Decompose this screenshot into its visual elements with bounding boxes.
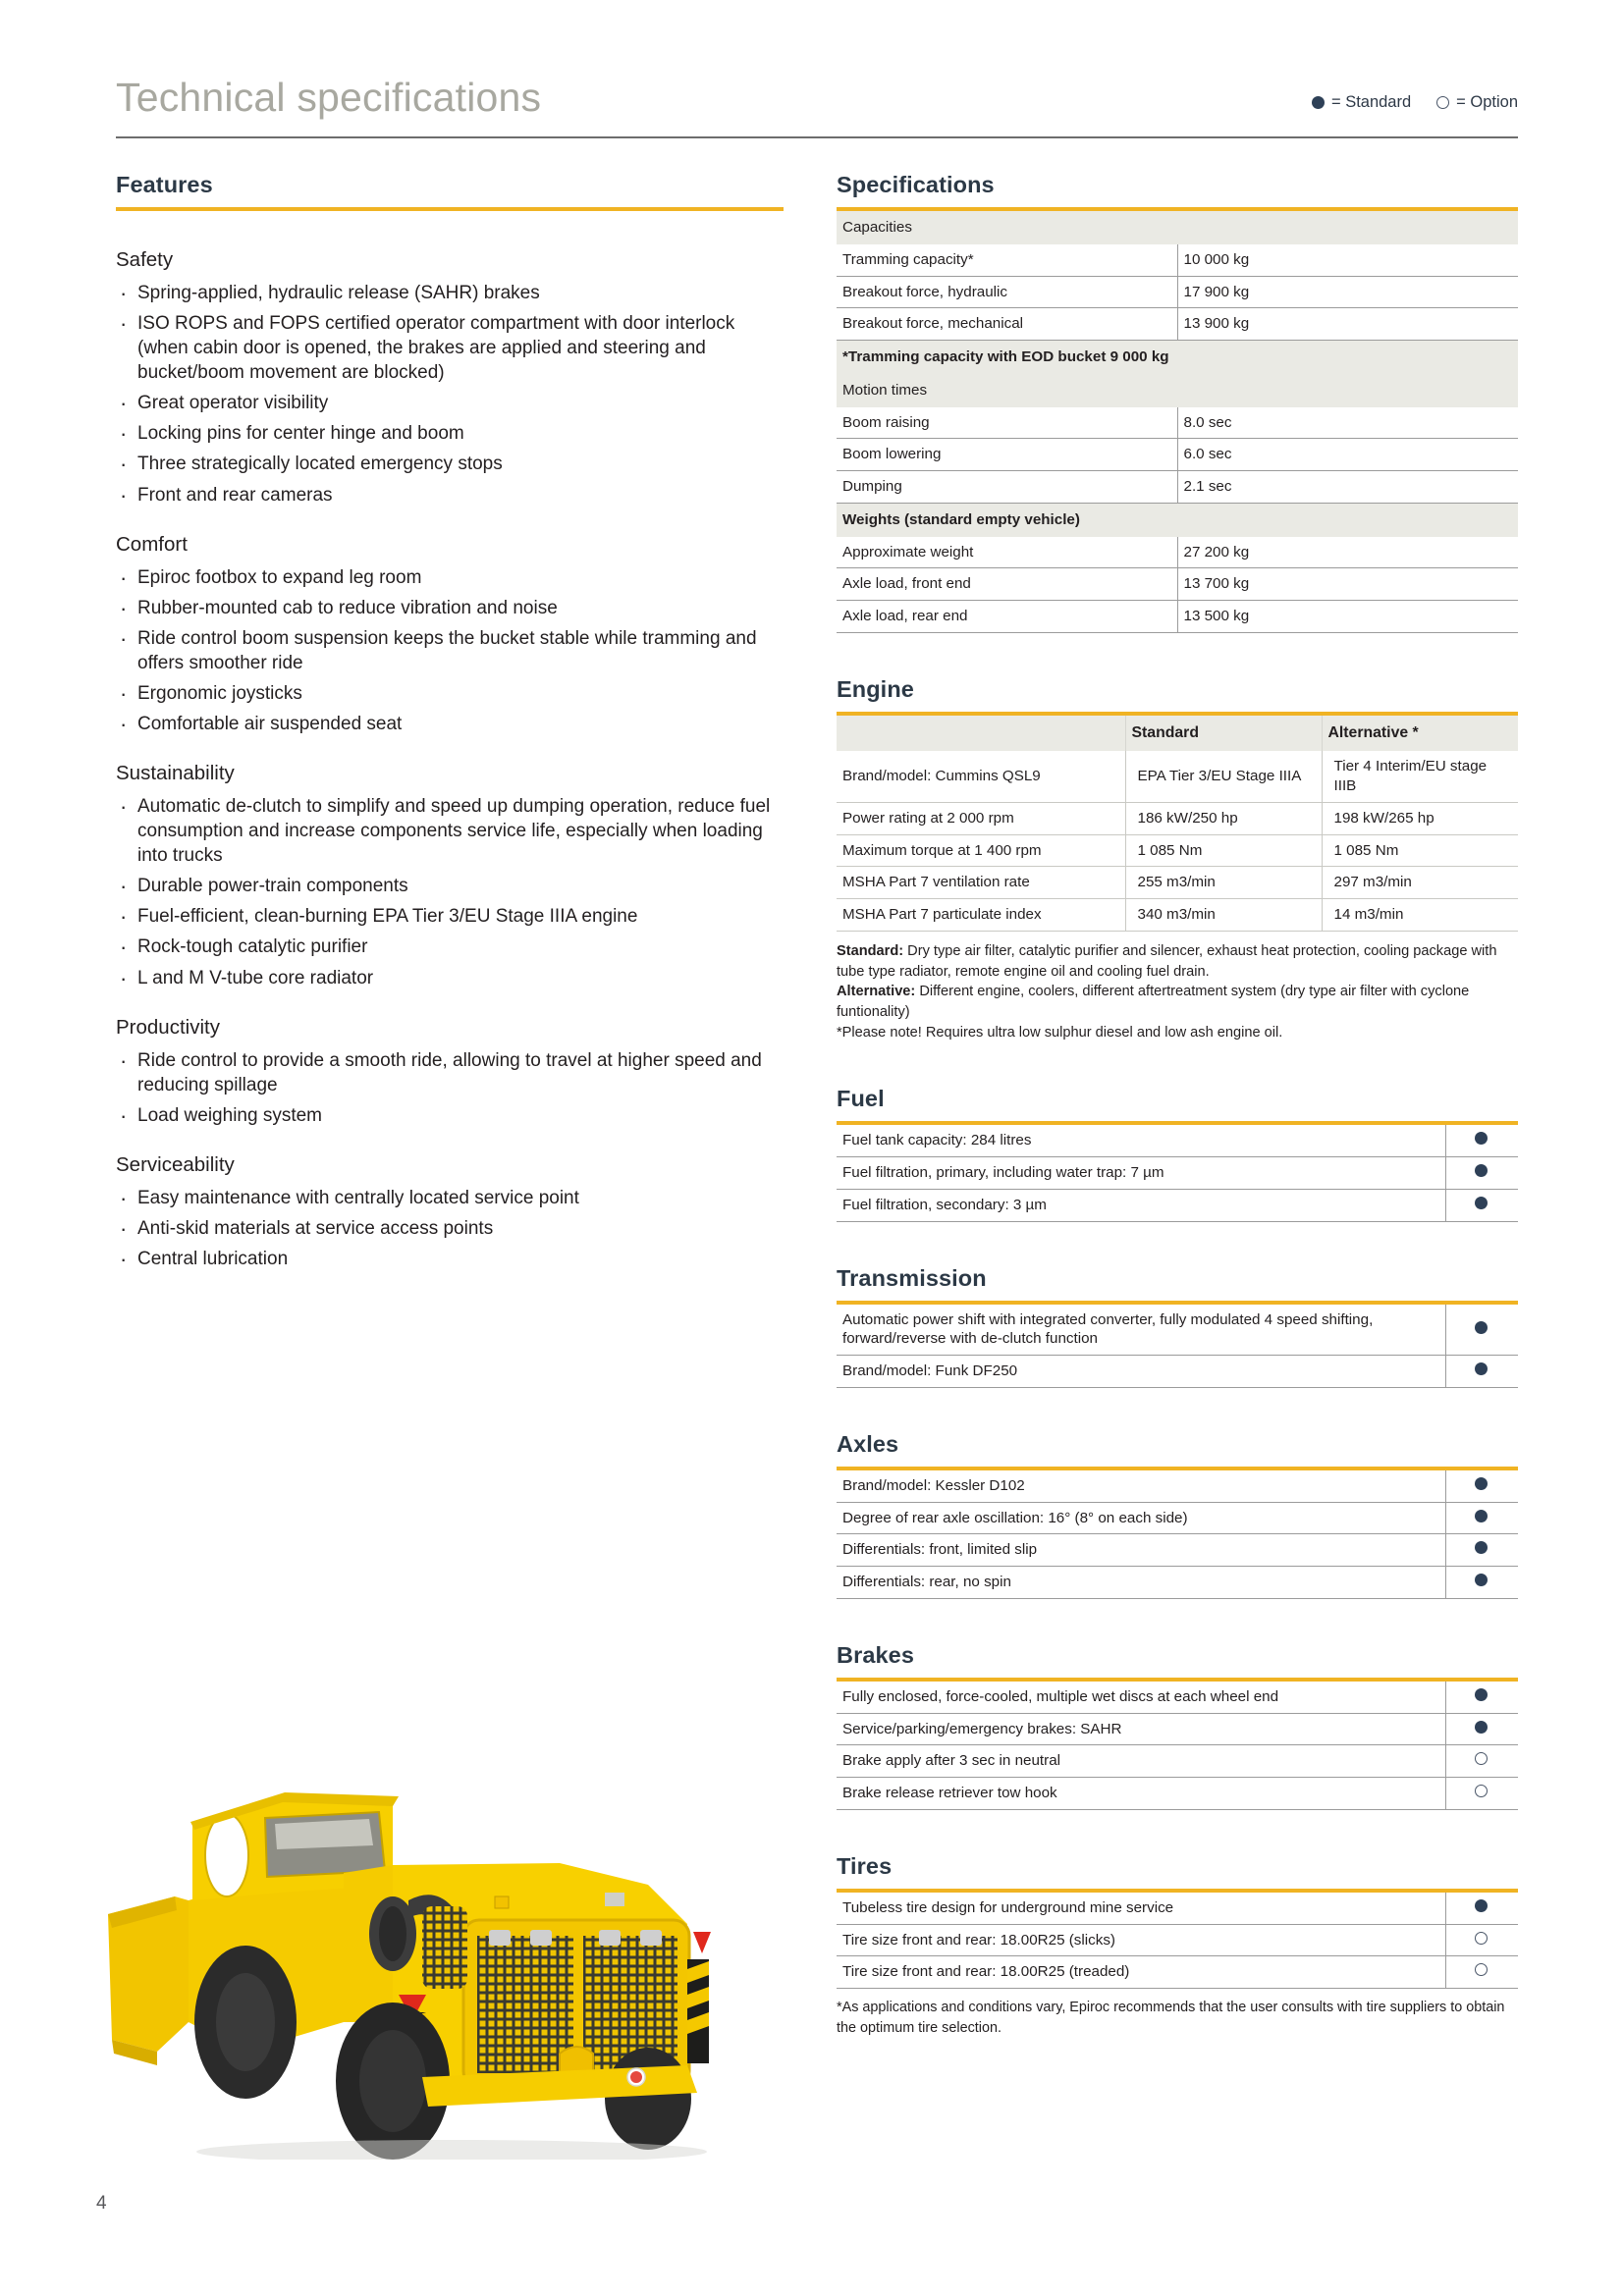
marker-cell	[1445, 1189, 1518, 1221]
row-label: Fuel filtration, secondary: 3 µm	[837, 1189, 1445, 1221]
feature-list	[116, 565, 784, 736]
table-row	[837, 1157, 1518, 1190]
feature-group-title: Serviceability	[116, 1152, 235, 1176]
marker-cell	[1445, 1534, 1518, 1567]
marker-cell	[1445, 1893, 1518, 1924]
feature-group-title: Productivity	[116, 1015, 220, 1039]
filled-circle-icon	[1475, 1197, 1488, 1209]
row-label: Tire size front and rear: 18.00R25 (treaded)	[837, 1956, 1445, 1989]
feature-list-item: · Front and rear cameras	[116, 483, 784, 507]
feature-list-item: · Central lubrication	[116, 1247, 784, 1271]
legend-option-label: = Option	[1456, 93, 1518, 112]
table-row	[837, 1713, 1518, 1745]
engine-standard-label: Standard:	[837, 942, 904, 959]
features-column	[116, 172, 784, 1277]
feature-list-item: · Three strategically located emergency stops	[116, 452, 784, 476]
table-band-row	[837, 503, 1518, 536]
page-number: 4	[96, 2193, 107, 2214]
header-divider	[116, 136, 1518, 138]
hollow-circle-icon	[1475, 1785, 1488, 1797]
engine-row-value: 14 m3/min	[1322, 899, 1518, 932]
row-label: Breakout force, hydraulic	[837, 276, 1177, 308]
feature-list-item: · Spring-applied, hydraulic release (SAHR) brakes	[116, 281, 784, 305]
table-row	[837, 568, 1518, 601]
features-rule	[116, 207, 784, 211]
marker-cell	[1445, 1682, 1518, 1713]
row-label: Tramming capacity*	[837, 244, 1177, 276]
filled-circle-icon	[1475, 1132, 1488, 1145]
axles-block	[837, 1431, 1518, 1599]
table-row	[837, 1567, 1518, 1599]
engine-column-header	[837, 716, 1125, 752]
feature-group-title: Safety	[116, 248, 174, 271]
hollow-circle-icon	[1475, 1932, 1488, 1945]
feature-group-title: Sustainability	[116, 762, 235, 785]
row-label: Automatic power shift with integrated converter, fully modulated 4 speed shifting, forward/reverse with de-clutch function	[837, 1305, 1445, 1356]
engine-row	[837, 751, 1518, 802]
engine-row-value: 1 085 Nm	[1322, 834, 1518, 867]
fuel-heading: Fuel	[837, 1086, 885, 1112]
filled-circle-icon	[1475, 1510, 1488, 1522]
band-label: Motion times	[837, 374, 1518, 407]
engine-row-value: 297 m3/min	[1322, 867, 1518, 899]
row-label: Fuel tank capacity: 284 litres	[837, 1125, 1445, 1156]
axles-heading: Axles	[837, 1430, 899, 1457]
feature-group-title: Comfort	[116, 532, 188, 556]
engine-row-value: 1 085 Nm	[1125, 834, 1322, 867]
row-label: Tubeless tire design for underground mine service	[837, 1893, 1445, 1924]
band-label: Weights (standard empty vehicle)	[837, 503, 1518, 536]
feature-list-item: · Rubber-mounted cab to reduce vibration and noise	[116, 596, 784, 620]
row-label: Tire size front and rear: 18.00R25 (slicks)	[837, 1924, 1445, 1956]
specifications-block	[837, 172, 1518, 633]
marker-cell	[1445, 1470, 1518, 1502]
table-row	[837, 1305, 1518, 1356]
row-value: 13 700 kg	[1177, 568, 1518, 601]
marker-legend	[1312, 93, 1518, 112]
row-label: Axle load, front end	[837, 568, 1177, 601]
row-label: Differentials: rear, no spin	[837, 1567, 1445, 1599]
row-value: 17 900 kg	[1177, 276, 1518, 308]
table-row	[837, 439, 1518, 471]
table-row	[837, 276, 1518, 308]
engine-header-row	[837, 716, 1518, 752]
table-row	[837, 308, 1518, 341]
table-row	[837, 1893, 1518, 1924]
engine-row	[837, 867, 1518, 899]
engine-row	[837, 899, 1518, 932]
engine-row-value: 198 kW/265 hp	[1322, 802, 1518, 834]
engine-alternative-label: Alternative:	[837, 984, 916, 1000]
marker-cell	[1445, 1356, 1518, 1388]
engine-standard-note	[837, 941, 1518, 1043]
filled-circle-icon	[1475, 1688, 1488, 1701]
engine-row-label: MSHA Part 7 particulate index	[837, 899, 1125, 932]
feature-list	[116, 1048, 784, 1128]
feature-list-item: · L and M V-tube core radiator	[116, 966, 784, 990]
marker-cell	[1445, 1125, 1518, 1156]
marker-cell	[1445, 1924, 1518, 1956]
specifications-table	[837, 211, 1518, 633]
marker-cell	[1445, 1567, 1518, 1599]
table-row	[837, 1924, 1518, 1956]
row-value: 10 000 kg	[1177, 244, 1518, 276]
row-label: Dumping	[837, 471, 1177, 504]
filled-circle-icon	[1475, 1164, 1488, 1177]
row-label: Boom raising	[837, 407, 1177, 439]
feature-list-item: · Rock-tough catalytic purifier	[116, 934, 784, 959]
marker-cell	[1445, 1778, 1518, 1810]
feature-list-item: · Load weighing system	[116, 1103, 784, 1128]
engine-row-value: 186 kW/250 hp	[1125, 802, 1322, 834]
table-band-row	[837, 341, 1518, 374]
engine-table	[837, 716, 1518, 932]
feature-group	[116, 533, 784, 736]
engine-column-header: Alternative *	[1322, 716, 1518, 752]
band-label: Capacities	[837, 211, 1518, 244]
row-value: 6.0 sec	[1177, 439, 1518, 471]
engine-standard-text: Dry type air filter, catalytic purifier and silencer, exhaust heat protection, cooling package with tube type radiator, remote engine oil and cooling fuel drain.	[837, 942, 1497, 980]
table-band-row	[837, 374, 1518, 407]
table-row	[837, 537, 1518, 568]
feature-list-item: · Great operator visibility	[116, 391, 784, 415]
engine-column-header: Standard	[1125, 716, 1322, 752]
engine-row-value: 340 m3/min	[1125, 899, 1322, 932]
specifications-column	[837, 172, 1518, 2038]
table-row	[837, 471, 1518, 504]
filled-circle-icon	[1475, 1477, 1488, 1490]
row-value: 13 900 kg	[1177, 308, 1518, 341]
transmission-table	[837, 1305, 1518, 1388]
legend-standard-label: = Standard	[1330, 93, 1412, 112]
hollow-circle-icon	[1475, 1752, 1488, 1765]
feature-list-item: · Ride control to provide a smooth ride, allowing to travel at higher speed and reducing spillage	[116, 1048, 784, 1097]
transmission-heading: Transmission	[837, 1264, 987, 1291]
marker-cell	[1445, 1305, 1518, 1356]
engine-row	[837, 802, 1518, 834]
feature-list-item: · Ride control boom suspension keeps the bucket stable while tramming and offers smoother ride	[116, 626, 784, 675]
feature-list-item: · Ergonomic joysticks	[116, 681, 784, 706]
table-row	[837, 601, 1518, 633]
legend-option	[1436, 93, 1518, 112]
feature-list-item: · Automatic de-clutch to simplify and speed up dumping operation, reduce fuel consumption and increase components service life, especially when loading into trucks	[116, 794, 784, 868]
row-label: Brake release retriever tow hook	[837, 1778, 1445, 1810]
table-band-row	[837, 211, 1518, 244]
page-title: Technical specifications	[116, 75, 542, 120]
engine-row-value: EPA Tier 3/EU Stage IIIA	[1125, 751, 1322, 802]
row-label: Brake apply after 3 sec in neutral	[837, 1745, 1445, 1778]
feature-list-item: · Fuel-efficient, clean-burning EPA Tier 3/EU Stage IIIA engine	[116, 904, 784, 929]
engine-please-note: *Please note! Requires ultra low sulphur diesel and low ash engine oil.	[837, 1024, 1283, 1041]
axles-table	[837, 1470, 1518, 1599]
tires-footnote: *As applications and conditions vary, Epiroc recommends that the user consults with tire suppliers to obtain the optimum tire selection.	[837, 2000, 1505, 2036]
filled-circle-icon	[1475, 1574, 1488, 1586]
table-row	[837, 1470, 1518, 1502]
brakes-heading: Brakes	[837, 1641, 914, 1668]
row-label: Fully enclosed, force-cooled, multiple wet discs at each wheel end	[837, 1682, 1445, 1713]
row-label: Breakout force, mechanical	[837, 308, 1177, 341]
table-row	[837, 1534, 1518, 1567]
row-label: Axle load, rear end	[837, 601, 1177, 633]
machine-photo	[98, 1728, 844, 2160]
row-label: Brand/model: Funk DF250	[837, 1356, 1445, 1388]
row-value: 27 200 kg	[1177, 537, 1518, 568]
feature-group	[116, 1016, 784, 1128]
tires-heading: Tires	[837, 1852, 893, 1879]
filled-circle-icon	[1475, 1899, 1488, 1912]
row-label: Fuel filtration, primary, including water trap: 7 µm	[837, 1157, 1445, 1190]
engine-block	[837, 676, 1518, 1043]
filled-circle-icon	[1312, 96, 1325, 109]
brakes-table	[837, 1682, 1518, 1810]
hollow-circle-icon	[1475, 1963, 1488, 1976]
filled-circle-icon	[1475, 1541, 1488, 1554]
feature-list-item: · Comfortable air suspended seat	[116, 712, 784, 736]
feature-list	[116, 1186, 784, 1271]
engine-row-label: Maximum torque at 1 400 rpm	[837, 834, 1125, 867]
engine-row-value: Tier 4 Interim/EU stage IIIB	[1322, 751, 1518, 802]
engine-row-label: Power rating at 2 000 rpm	[837, 802, 1125, 834]
table-row	[837, 1189, 1518, 1221]
features-groups	[116, 248, 784, 1271]
engine-heading: Engine	[837, 675, 914, 702]
hollow-circle-icon	[1436, 96, 1449, 109]
row-label: Differentials: front, limited slip	[837, 1534, 1445, 1567]
specifications-heading: Specifications	[837, 172, 995, 197]
engine-row-label: MSHA Part 7 ventilation rate	[837, 867, 1125, 899]
row-value: 2.1 sec	[1177, 471, 1518, 504]
tires-table	[837, 1893, 1518, 1989]
feature-list-item: · Durable power-train components	[116, 874, 784, 898]
row-label: Degree of rear axle oscillation: 16° (8° on each side)	[837, 1502, 1445, 1534]
engine-row-label: Brand/model: Cummins QSL9	[837, 751, 1125, 802]
table-row	[837, 1956, 1518, 1989]
table-row	[837, 1682, 1518, 1713]
feature-group	[116, 762, 784, 990]
feature-group	[116, 248, 784, 507]
table-row	[837, 244, 1518, 276]
table-row	[837, 407, 1518, 439]
marker-cell	[1445, 1745, 1518, 1778]
row-label: Service/parking/emergency brakes: SAHR	[837, 1713, 1445, 1745]
row-label: Approximate weight	[837, 537, 1177, 568]
table-row	[837, 1356, 1518, 1388]
engine-row-value: 255 m3/min	[1125, 867, 1322, 899]
feature-list-item: · ISO ROPS and FOPS certified operator compartment with door interlock (when cabin door is opened, the brakes are applied and steering and bucket/boom movement are blocked)	[116, 311, 784, 385]
tires-block	[837, 1853, 1518, 2038]
legend-standard	[1312, 93, 1411, 112]
row-value: 8.0 sec	[1177, 407, 1518, 439]
band-label: *Tramming capacity with EOD bucket 9 000 kg	[837, 341, 1518, 374]
table-row	[837, 1125, 1518, 1156]
marker-cell	[1445, 1157, 1518, 1190]
feature-list	[116, 794, 784, 990]
feature-list	[116, 281, 784, 507]
features-heading: Features	[116, 172, 213, 197]
transmission-block	[837, 1265, 1518, 1388]
filled-circle-icon	[1475, 1721, 1488, 1734]
table-row	[837, 1502, 1518, 1534]
feature-list-item: · Easy maintenance with centrally located service point	[116, 1186, 784, 1210]
feature-group	[116, 1153, 784, 1271]
row-label: Boom lowering	[837, 439, 1177, 471]
marker-cell	[1445, 1713, 1518, 1745]
table-row	[837, 1778, 1518, 1810]
engine-row	[837, 834, 1518, 867]
feature-list-item: · Epiroc footbox to expand leg room	[116, 565, 784, 590]
marker-cell	[1445, 1956, 1518, 1989]
brakes-block	[837, 1642, 1518, 1810]
feature-list-item: · Locking pins for center hinge and boom	[116, 421, 784, 446]
fuel-block	[837, 1086, 1518, 1221]
engine-alternative-text: Different engine, coolers, different aftertreatment system (dry type air filter with cyclone funtionality)	[837, 984, 1470, 1020]
filled-circle-icon	[1475, 1321, 1488, 1334]
fuel-table	[837, 1125, 1518, 1221]
feature-list-item: · Anti-skid materials at service access points	[116, 1216, 784, 1241]
table-row	[837, 1745, 1518, 1778]
marker-cell	[1445, 1502, 1518, 1534]
filled-circle-icon	[1475, 1362, 1488, 1375]
row-label: Brand/model: Kessler D102	[837, 1470, 1445, 1502]
page-header	[116, 77, 1518, 119]
row-value: 13 500 kg	[1177, 601, 1518, 633]
